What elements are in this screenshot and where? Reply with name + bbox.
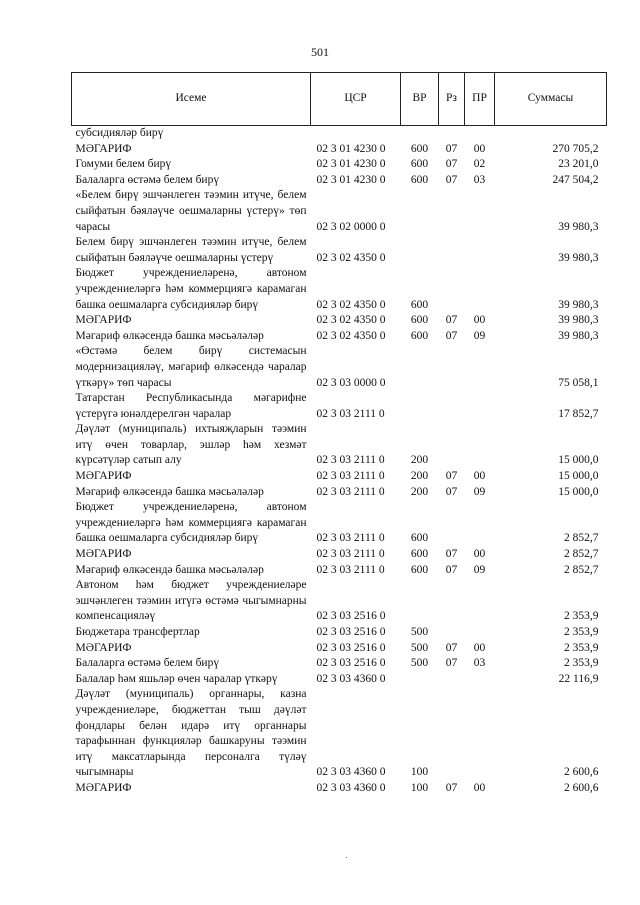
row-csr-cell: 02 3 03 2111 0: [316, 485, 385, 498]
row-rz-cell: 07: [445, 314, 458, 327]
row-pr-cell: [465, 687, 495, 781]
table-row: [72, 485, 607, 501]
header-rz: Рз: [439, 73, 465, 126]
row-sum-cell: 75 058,1: [558, 376, 599, 389]
row-vr-cell: [401, 235, 439, 266]
row-name-cell: Татарстан Республикасында мәгарифне үстерүгә юнәлдерелгән чаралар: [75, 392, 307, 420]
row-name-cell: Балаларга өстәмә белем бирү: [75, 173, 220, 186]
row-vr-cell: 100: [410, 781, 429, 794]
row-name-cell: МӘГАРИФ: [75, 314, 132, 327]
row-vr-cell: 600: [410, 142, 429, 155]
row-rz-cell: 07: [445, 563, 458, 576]
row-rz-cell: 07: [445, 485, 458, 498]
table-row: [72, 391, 607, 422]
header-csr: ЦСР: [311, 73, 401, 126]
row-sum-cell: 2 353,9: [564, 657, 599, 670]
row-vr-cell: 600: [410, 532, 429, 545]
row-sum-cell: 15 000,0: [558, 454, 599, 467]
row-csr-cell: 02 3 03 2111 0: [316, 563, 385, 576]
row-vr-cell: 200: [410, 454, 429, 467]
row-pr-cell: 09: [473, 485, 486, 498]
row-vr-cell: 500: [410, 641, 429, 654]
header-pr: ПР: [465, 73, 495, 126]
row-csr-cell: 02 3 03 2111 0: [316, 532, 385, 545]
row-sum-cell: 2 353,9: [564, 626, 599, 638]
row-sum-cell: 2 852,7: [564, 563, 599, 576]
row-rz-cell: [439, 235, 465, 266]
row-csr-cell: 02 3 03 2111 0: [316, 470, 385, 483]
row-pr-cell: [465, 188, 495, 235]
row-vr-cell: 200: [410, 485, 429, 498]
row-csr-cell: 02 3 03 2516 0: [316, 610, 386, 623]
table-row: [72, 641, 607, 657]
header-vr: ВР: [401, 73, 439, 126]
table-row: [72, 329, 607, 345]
row-name-cell: Мәгариф өлкәсендә башка мәсьәләләр: [75, 485, 264, 498]
row-pr-cell: 09: [473, 329, 486, 342]
row-vr-cell: 100: [410, 766, 429, 779]
header-name: Исеме: [72, 73, 311, 126]
header-row: [72, 73, 607, 126]
row-pr-cell: 00: [473, 142, 486, 155]
row-rz-cell: [439, 391, 465, 422]
table-row: [72, 656, 607, 672]
table-row: [72, 563, 607, 579]
row-csr-cell: 02 3 01 4230 0: [316, 173, 386, 186]
row-sum-cell: 2 852,7: [564, 532, 599, 545]
row-pr-cell: 02: [473, 158, 486, 171]
row-rz-cell: 07: [445, 657, 458, 670]
row-pr-cell: [465, 422, 495, 469]
row-rz-cell: 07: [445, 641, 458, 654]
table-body: [72, 126, 607, 797]
row-rz-cell: 07: [445, 329, 458, 342]
row-sum-cell: 2 353,9: [564, 641, 599, 654]
row-sum-cell: 23 201,0: [558, 158, 599, 171]
row-pr-cell: [465, 266, 495, 313]
page-number: 501: [311, 45, 329, 59]
row-rz-cell: [439, 266, 465, 313]
row-vr-cell: 200: [410, 470, 429, 483]
row-csr-cell: 02 3 03 2111 0: [316, 407, 385, 420]
row-vr-cell: [401, 126, 439, 142]
table-row: [72, 188, 607, 235]
row-sum-cell: 39 980,3: [558, 251, 599, 264]
row-pr-cell: 03: [473, 173, 486, 186]
row-rz-cell: [439, 126, 465, 142]
row-sum-cell: 39 980,3: [558, 329, 599, 342]
row-csr-cell: 02 3 02 0000 0: [316, 220, 386, 233]
row-rz-cell: 07: [445, 158, 458, 171]
row-rz-cell: [439, 625, 465, 641]
row-rz-cell: [439, 344, 465, 391]
row-csr-cell: 02 3 03 2516 0: [316, 657, 386, 670]
row-rz-cell: [439, 578, 465, 625]
row-sum-cell: [495, 126, 607, 142]
row-sum-cell: 2 600,6: [564, 781, 599, 794]
row-csr-cell: 02 3 03 4360 0: [316, 781, 386, 794]
row-csr-cell: 02 3 03 4360 0: [316, 672, 386, 685]
row-rz-cell: 07: [445, 781, 458, 794]
table-row: [72, 578, 607, 625]
row-name-cell: МӘГАРИФ: [75, 142, 132, 155]
row-vr-cell: 500: [410, 626, 429, 638]
table-row: [72, 157, 607, 173]
row-csr-cell: 02 3 02 4350 0: [316, 329, 386, 342]
row-vr-cell: 600: [410, 329, 429, 342]
table-row: [72, 687, 607, 781]
row-pr-cell: [465, 625, 495, 641]
row-pr-cell: 00: [473, 470, 486, 483]
row-rz-cell: [439, 672, 465, 688]
row-sum-cell: 39 980,3: [558, 220, 599, 233]
row-sum-cell: 39 980,3: [558, 298, 599, 311]
scan-speck: [346, 857, 347, 858]
table-row: [72, 500, 607, 547]
row-csr-cell: 02 3 03 2111 0: [316, 548, 385, 561]
row-name-cell: Балаларга өстәмә белем бирү: [75, 657, 220, 670]
table-row: [72, 235, 607, 266]
row-sum-cell: 17 852,7: [558, 407, 599, 420]
row-vr-cell: [401, 672, 439, 688]
row-name-cell: Бюджет учреждениеләренә, автоном учреждениеләргә һәм коммерциягә карамаган башка оешмаларга субсидияләр бирү: [75, 501, 307, 545]
row-csr-cell: 02 3 03 0000 0: [316, 376, 386, 389]
row-name-cell: «Өстәмә белем бирү системасын модернизацияләү, мәгариф өлкәсендә чаралар үткәрү» төп чарасы: [75, 345, 307, 389]
row-name-cell: Гомуми белем бирү: [75, 158, 172, 171]
row-pr-cell: 00: [473, 314, 486, 327]
row-pr-cell: [465, 391, 495, 422]
row-csr-cell: 02 3 03 2516 0: [316, 641, 386, 654]
row-pr-cell: 03: [473, 657, 486, 670]
row-name-cell: Мәгариф өлкәсендә башка мәсьәләләр: [75, 329, 264, 342]
row-name-cell: Бюджет учреждениеләренә, автоном учреждениеләргә һәм коммерциягә карамаган башка оешмаларга субсидияләр бирү: [75, 267, 307, 311]
row-name-cell: Дәүләт (муниципаль) органнары, казна учреждениеләре, бюджеттан тыш дәүләт фондлары белән идарә итү органнары тарафыннан функцияләр башкаруны тәэмин итү максатларында персоналга түләү чыгымнары: [75, 688, 307, 779]
row-csr-cell: 02 3 01 4230 0: [316, 158, 386, 171]
row-csr-cell: 02 3 03 2516 0: [316, 626, 386, 638]
row-rz-cell: 07: [445, 173, 458, 186]
row-sum-cell: 2 852,7: [564, 548, 599, 561]
row-name-cell: Балалар һәм яшьләр өчен чаралар үткәрү: [75, 672, 278, 685]
budget-table: [71, 72, 607, 797]
header-sum: Суммасы: [495, 73, 607, 126]
row-name-cell: «Белем бирү эшчәнлеген тәэмин итүче, белем сыйфатын бәяләүче оешмаларны үстерү» төп чарасы: [75, 189, 307, 233]
row-name-cell: МӘГАРИФ: [75, 641, 132, 654]
row-name-cell: Белем бирү эшчәнлеген тәэмин итүче, белем сыйфатын бәяләүче оешмаларны үстерү: [75, 236, 307, 264]
row-name-cell: Дәүләт (муниципаль) ихтыяҗларын тәэмин итү өчен товарлар, эшләр һәм хезмәт күрсәтүләр сатып алу: [75, 423, 307, 467]
table-header: [72, 73, 607, 126]
row-csr-cell: [311, 126, 401, 142]
row-name-cell: Бюджетара трансфертлар: [75, 626, 200, 638]
row-sum-cell: 39 980,3: [558, 314, 599, 327]
row-sum-cell: 2 353,9: [564, 610, 599, 623]
row-vr-cell: [401, 391, 439, 422]
row-vr-cell: [401, 188, 439, 235]
row-name-cell: Мәгариф өлкәсендә башка мәсьәләләр: [75, 563, 264, 576]
table-row: [72, 344, 607, 391]
row-rz-cell: 07: [445, 470, 458, 483]
row-vr-cell: 600: [410, 298, 429, 311]
row-name-cell: МӘГАРИФ: [75, 470, 132, 483]
table-row: [72, 126, 607, 142]
row-vr-cell: 600: [410, 173, 429, 186]
row-csr-cell: 02 3 02 4350 0: [316, 251, 386, 264]
table-row: [72, 469, 607, 485]
table-row: [72, 422, 607, 469]
row-sum-cell: 2 600,6: [564, 766, 599, 779]
table-row: [72, 173, 607, 189]
row-pr-cell: [465, 126, 495, 142]
row-csr-cell: 02 3 01 4230 0: [316, 142, 386, 155]
row-sum-cell: 247 504,2: [552, 173, 599, 186]
row-pr-cell: 00: [473, 781, 486, 794]
row-rz-cell: 07: [445, 548, 458, 561]
row-vr-cell: 500: [410, 657, 429, 670]
row-rz-cell: [439, 500, 465, 547]
row-pr-cell: 00: [473, 641, 486, 654]
table-row: [72, 781, 607, 797]
row-pr-cell: 00: [473, 548, 486, 561]
row-vr-cell: 600: [410, 563, 429, 576]
row-vr-cell: 600: [410, 158, 429, 171]
row-rz-cell: [439, 422, 465, 469]
row-name-cell: МӘГАРИФ: [75, 548, 132, 561]
row-pr-cell: [465, 235, 495, 266]
row-csr-cell: 02 3 03 2111 0: [316, 454, 385, 467]
row-sum-cell: 15 000,0: [558, 485, 599, 498]
row-sum-cell: 15 000,0: [558, 470, 599, 483]
row-name-cell: МӘГАРИФ: [75, 781, 132, 794]
row-name-cell: Автоном һәм бюджет учреждениеләре эшчәнлеген тәэмин итүгә өстәмә чыгымнарны компенсацияләү: [75, 579, 307, 623]
table-row: [72, 672, 607, 688]
row-pr-cell: [465, 672, 495, 688]
row-sum-cell: 270 705,2: [552, 142, 599, 155]
row-vr-cell: 600: [410, 548, 429, 561]
row-pr-cell: [465, 578, 495, 625]
row-rz-cell: [439, 687, 465, 781]
table-row: [72, 547, 607, 563]
row-vr-cell: 600: [410, 314, 429, 327]
row-pr-cell: [465, 344, 495, 391]
row-rz-cell: [439, 188, 465, 235]
table-row: [72, 142, 607, 158]
table-row: [72, 266, 607, 313]
row-csr-cell: 02 3 03 4360 0: [316, 766, 386, 779]
table-row: [72, 625, 607, 641]
row-csr-cell: 02 3 02 4350 0: [316, 314, 386, 327]
row-sum-cell: 22 116,9: [558, 672, 599, 685]
budget-table-container: [71, 72, 606, 797]
row-csr-cell: 02 3 02 4350 0: [316, 298, 386, 311]
row-pr-cell: 09: [473, 563, 486, 576]
table-row: [72, 313, 607, 329]
row-rz-cell: 07: [445, 142, 458, 155]
row-pr-cell: [465, 500, 495, 547]
row-vr-cell: [401, 578, 439, 625]
row-name-cell: субсидияләр бирү: [75, 127, 164, 139]
row-vr-cell: [401, 344, 439, 391]
